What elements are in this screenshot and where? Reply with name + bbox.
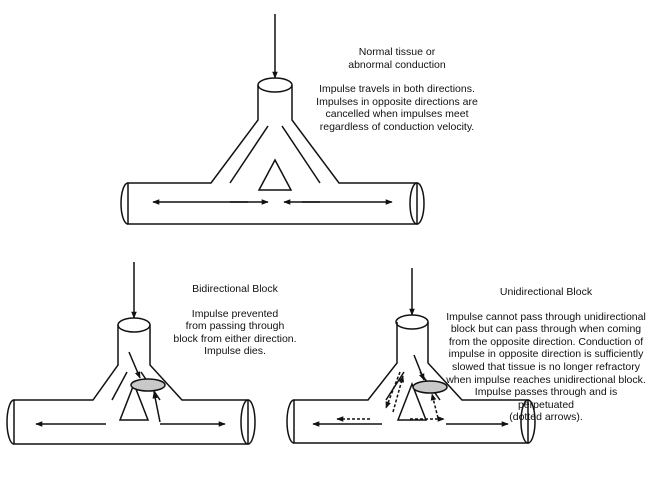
normal-tissue-description: Impulse travels in both directions. Impulses in opposite directions are cancelled when impulses meet regardless of conduction velocity. bbox=[316, 83, 478, 133]
bidirectional-block-marker bbox=[131, 379, 165, 391]
top-inner-left-branch bbox=[230, 126, 268, 183]
normal-tissue-title: Normal tissue or abnormal conduction bbox=[348, 46, 446, 71]
bidir-fiber-left-edge bbox=[7, 400, 14, 444]
bidir-trunk-opening bbox=[118, 318, 150, 332]
unidir-arrow-toward-block bbox=[414, 355, 424, 380]
reentry-dotted-arrows bbox=[337, 372, 444, 419]
unidir-trunk-opening bbox=[396, 315, 428, 329]
unidirectional-block-marker bbox=[413, 381, 447, 393]
bidirectional-block-title: Bidirectional Block bbox=[192, 283, 278, 295]
bidirectional-block-caption bbox=[150, 283, 320, 358]
unidirectional-block-description: Impulse cannot pass through unidirectional block but can pass through when coming from the opposite direction. Conduction of impulse in opposite direction is sufficiently slowed that tissue is no longer refractory when impulse reaches unidirectional block. Impulse passes through and is perpetuated (dotted arrows). bbox=[446, 310, 646, 424]
top-inner-triangle bbox=[259, 160, 291, 190]
top-inner-right-branch bbox=[282, 126, 320, 183]
top-fiber-left-edge bbox=[121, 183, 128, 224]
reentry-arrow-up-through-block bbox=[432, 394, 438, 418]
unidir-inner-left-branch bbox=[386, 372, 404, 400]
unidirectional-block-caption bbox=[446, 286, 646, 424]
bidir-inner-left-branch bbox=[112, 372, 127, 400]
unidir-fiber-left-edge bbox=[287, 400, 294, 443]
bidirectional-block-description: Impulse prevented from passing through block from either direction. Impulse dies. bbox=[173, 307, 297, 358]
bidir-arrow-toward-block-top bbox=[129, 352, 140, 378]
normal-tissue-caption bbox=[282, 46, 512, 134]
unidirectional-block-title: Unidirectional Block bbox=[499, 286, 593, 298]
